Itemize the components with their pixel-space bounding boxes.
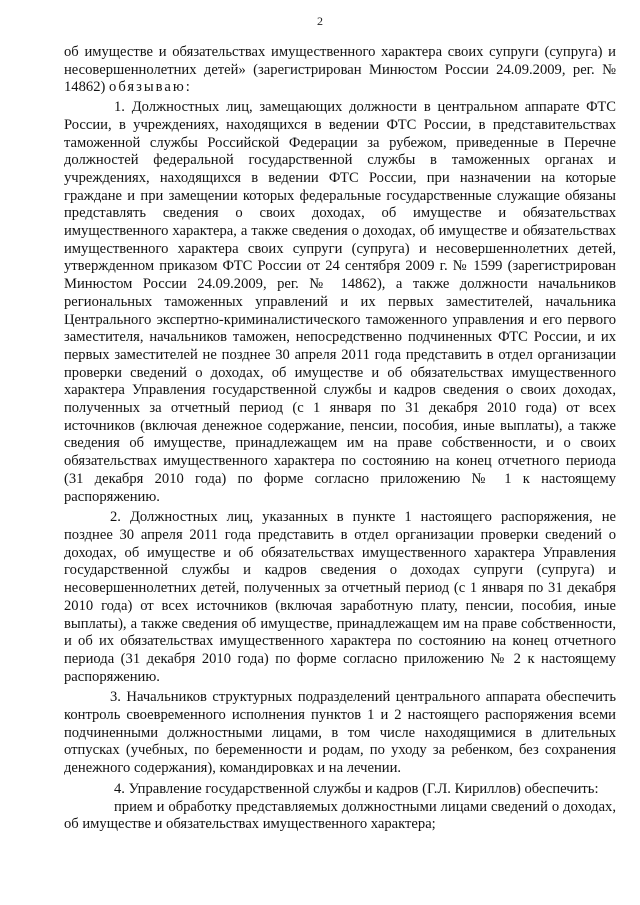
- paragraph-4: 4. Управление государственной службы и кадров (Г.Л. Кириллов) обеспечить:: [114, 780, 599, 797]
- intro-text: об имуществе и обязательствах имущественного характера своих супруги (супруга) и несовершеннолетних детей» (зарегистрирован Минюстом России 24.09.2009, рег. № 14862): [64, 44, 616, 96]
- obligate-word: обязываю:: [109, 79, 192, 96]
- paragraph-3: 3. Начальников структурных подразделений центрального аппарата обеспечить контроль своевременного исполнения пунктов 1 и 2 настоящего распоряжения всеми подчиненными должностными лицами, в том числе находящимися в длительных отпусках (учебных, по беременности и родам, по уходу за ребенком, без сохранения денежного содержания), командировках и на лечении.: [64, 689, 616, 777]
- paragraph-2: 2. Должностных лиц, указанных в пункте 1 настоящего распоряжения, не позднее 30 апреля 2011 года представить в отдел организации проверки сведений о доходах, об имуществе и об обязательствах имущественного характера Управления государственной службы и кадров сведения о доходах супруги (супруга) и несовершеннолетних детей, полученных за отчетный период (с 1 января по 31 декабря 2010 года) от всех источников (включая заработную плату, пенсии, пособия, иные выплаты), а также сведения об имуществе, принадлежащем им на праве собственности, и об их обязательствах имущественного характера по состоянию на конец отчетного периода (31 декабря 2010 года) по форме согласно приложению № 2 к настоящему распоряжению.: [64, 509, 616, 685]
- intro-paragraph: [64, 44, 616, 97]
- document-body: [64, 44, 616, 834]
- page-number: 2: [317, 14, 323, 28]
- paragraph-1: 1. Должностных лиц, замещающих должности в центральном аппарате ФТС России, в учреждениях, находящихся в ведении ФТС России, в представительствах таможенной службы Российской Федерации за рубежом, приведенные в Перечне должностей федеральной государственной службы в таможенных органах и учреждениях, находящихся в ведении ФТС России, при назначении на которые граждане и при замещении которых федеральные государственные служащие обязаны представлять сведения о своих доходах, об имуществе и обязательствах имущественного характера, а также сведения о доходах, об имуществе и обязательствах имущественного характера своих супруги (супруга) и несовершеннолетних детей, утвержденном приказом ФТС России от 24 сентября 2009 г. № 1599 (зарегистрирован Минюстом России 24.09.2009, рег. № 14862), а также должности начальников региональных таможенных управлений и их первых заместителей, начальника Центрального экспертно-криминалистического таможенного управления и его первого заместителя, начальников таможен, непосредственно подчиненных ФТС России, и их первых заместителей не позднее 30 апреля 2011 года представить в отдел организации проверки сведений о доходах, об имуществе и об обязательствах имущественного характера Управления государственной службы и кадров сведения о своих доходах, полученных за отчетный период (с 1 января по 31 декабря 2010 года) от всех источников (включая денежное содержание, пенсии, пособия, иные выплаты), а также сведения об имуществе, принадлежащем им на праве собственности, и о своих обязательствах имущественного характера по состоянию на конец отчетного периода (31 декабря 2010 года) по форме согласно приложению № 1 к настоящему распоряжению.: [64, 99, 616, 505]
- paragraph-5: прием и обработку представляемых должностными лицами сведений о доходах, об имуществе и обязательствах имущественного характера;: [64, 798, 616, 833]
